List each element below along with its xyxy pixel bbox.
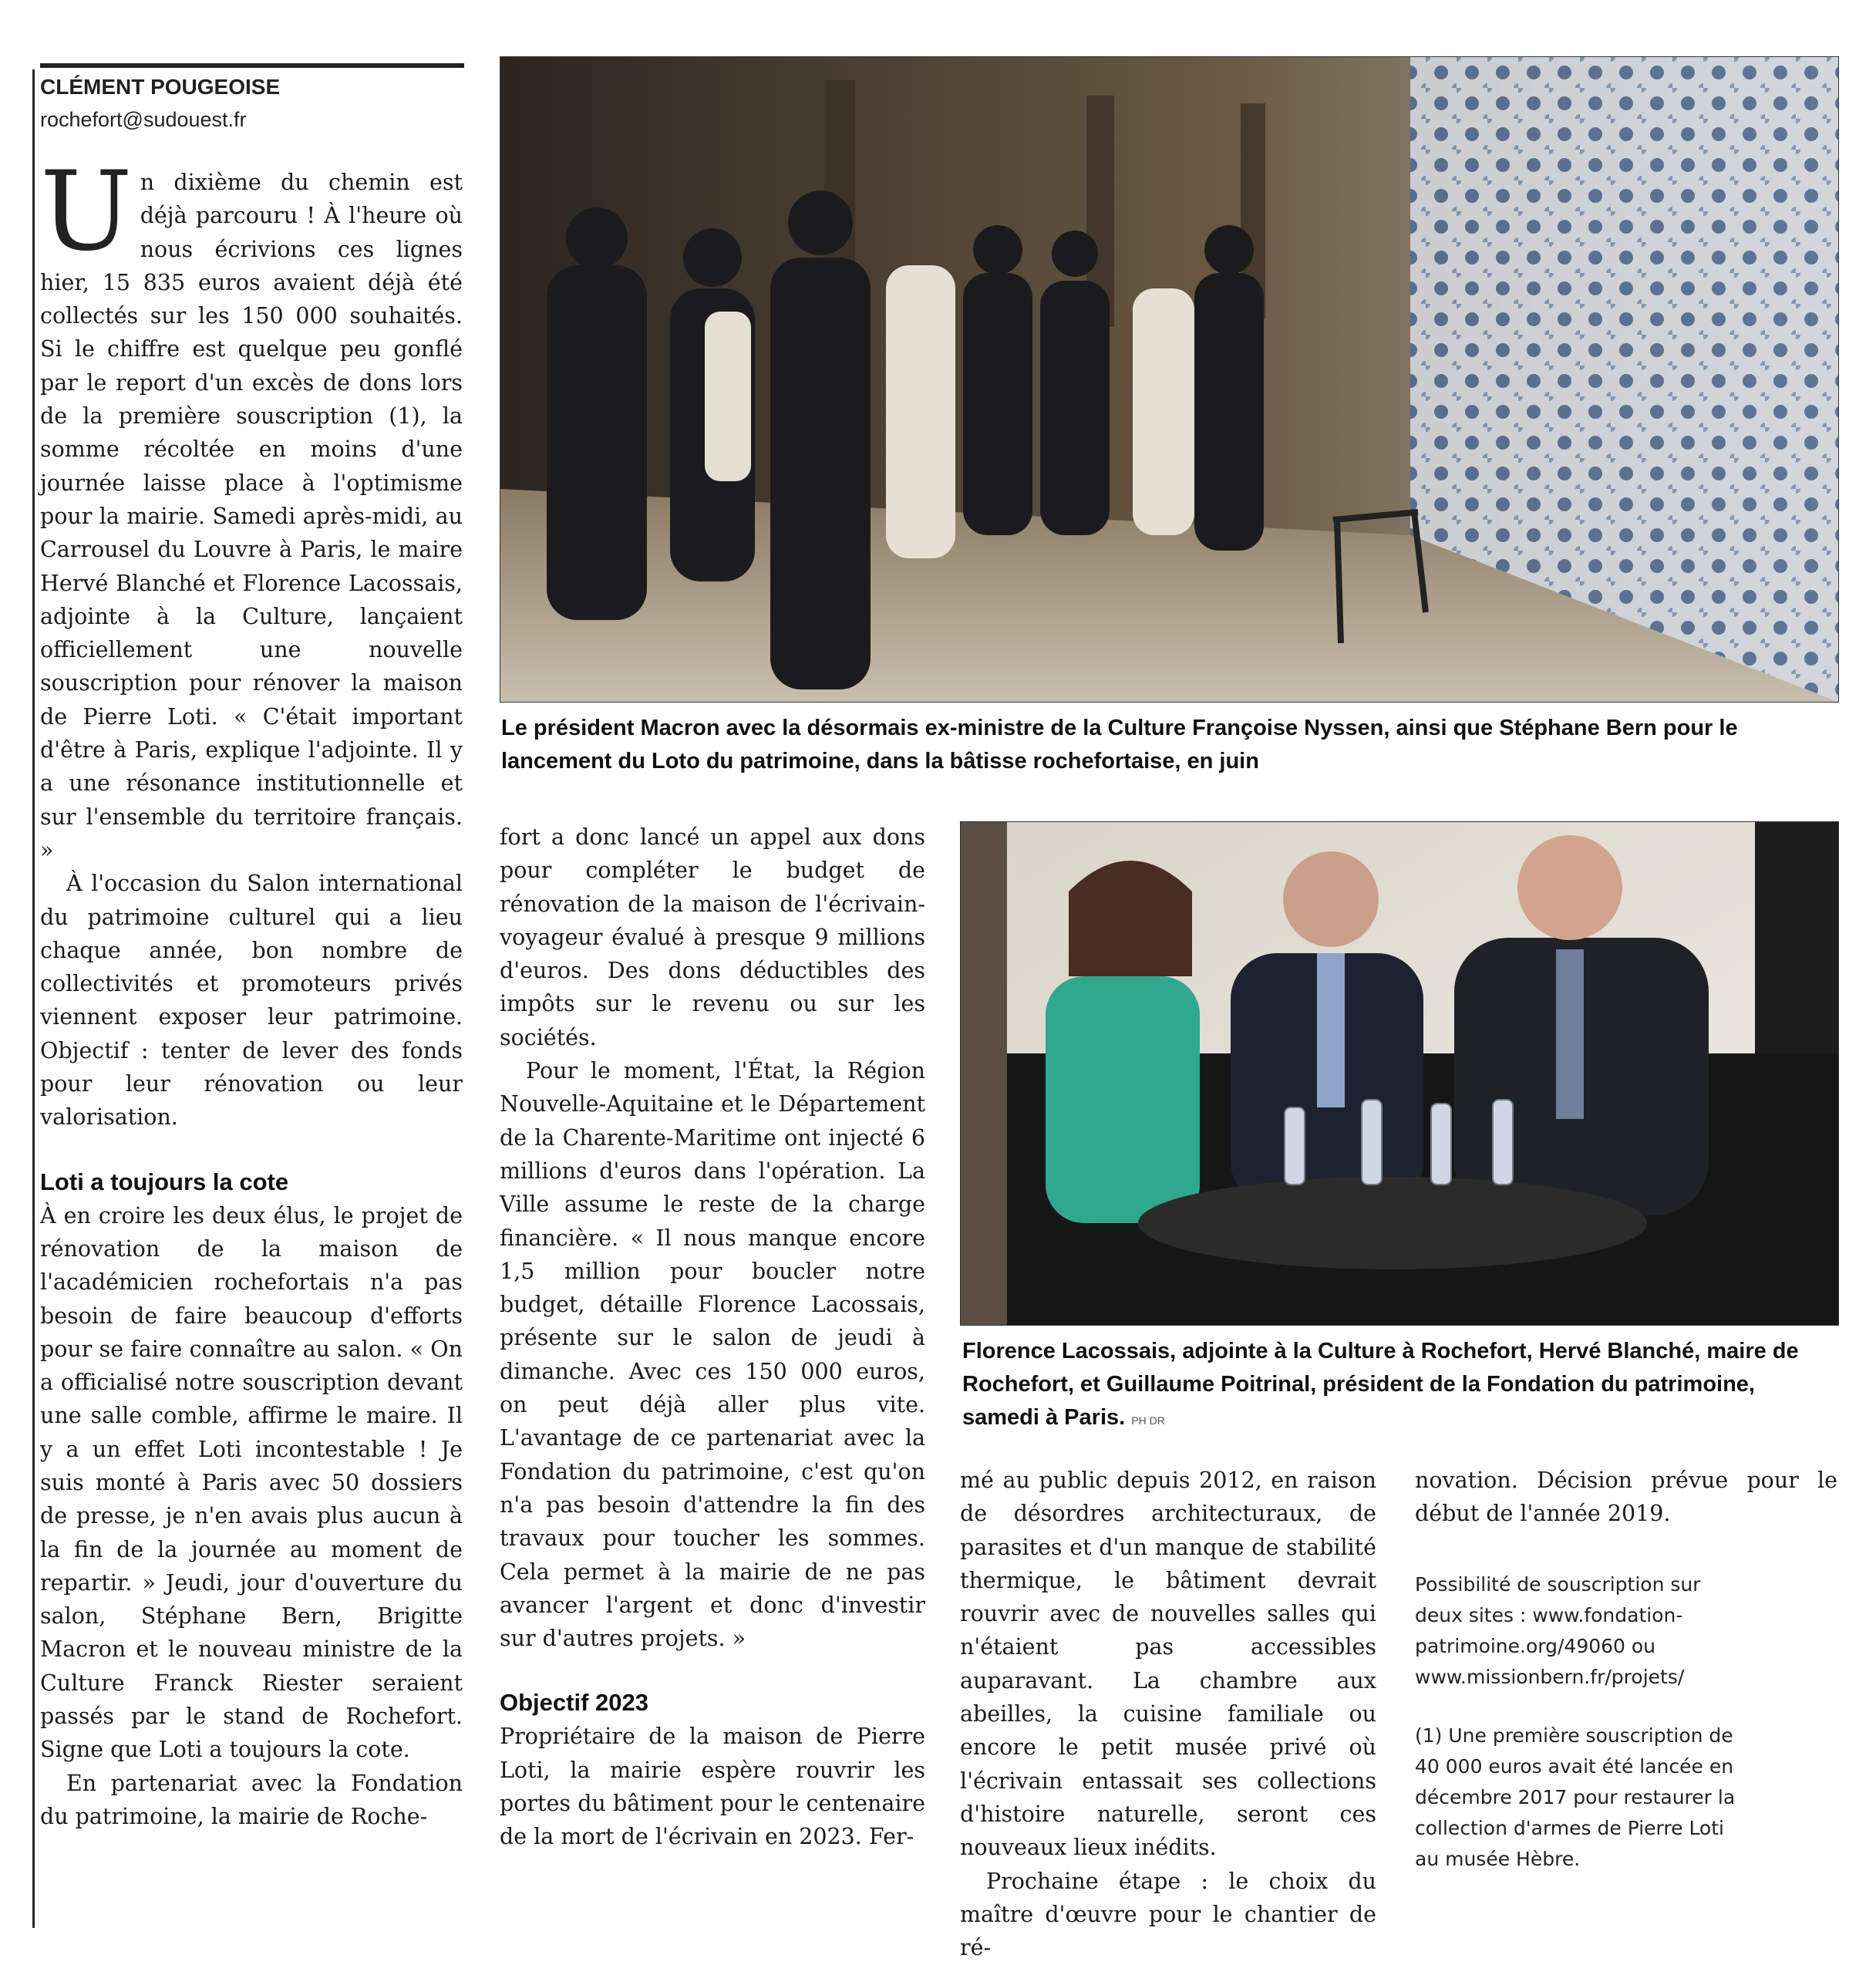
- caption-bottom-photo: Florence Lacossais, adjointe à la Culture à Rochefort, Hervé Blanché, maire de Rochefort, et Guillaume Poitrinal, président de la Fondation du patrimoine, samedi à Paris. PH DR: [962, 1339, 1799, 1430]
- paragraph-objectif: Propriétaire de la maison de Pierre Loti, la mairie espère rouvrir les portes du bâtiment pour le centenaire de la mort de l'écrivain en 2023. Fer-: [500, 1724, 925, 1850]
- paragraph-financement: Pour le moment, l'État, la Région Nouvelle-Aquitaine et le Département de la Charente-Maritime ont injecté 6 millions d'euros dans l'opération. La Ville assume le reste de la charge financière. « Il nous manque encore 1,5 million pour boucler notre budget, détaille Florence Lacossais, présente sur le salon de jeudi à dimanche. Avec ces 150 000 euros, on peut déjà aller plus vite. L'avantage de ce partenariat avec la Fondation du patrimoine, c'est qu'on n'a pas besoin d'attendre la fin des travaux pour toucher les sommes. Cela permet à la mairie de ne pas avancer l'argent et donc d'investir sur d'autres projets. »: [500, 1058, 925, 1652]
- paragraph-partenariat-start: En partenariat avec la Fondation du patrimoine, la mairie de Roche-: [40, 1770, 463, 1829]
- article-column-3: [960, 1464, 1376, 1961]
- caption-top-photo: Le président Macron avec la désormais ex-ministre de la Culture Françoise Nyssen, ainsi que Stéphane Bern pour le lancement du Loto du patrimoine, dans la bâtisse rochefortaise, en juin: [501, 716, 1738, 773]
- article-column-2: [500, 821, 925, 1931]
- paragraph-intro: Un dixième du chemin est déjà parcouru ! À l'heure où nous écrivions ces lignes hier, 15 835 euros avaient déjà été collectés sur les 150 000 souhaités. Si le chiffre est quelque peu gonflé par le report d'un excès de dons lors de la première souscription (1), la somme récoltée en moins d'une journée laisse place à l'optimisme pour la mairie. Samedi après-midi, au Carrousel du Louvre à Paris, le maire Hervé Blanché et Florence Lacossais, adjointe à la Culture, lançaient officiellement une nouvelle souscription pour rénover la maison de Pierre Loti. « C'était important d'être à Paris, explique l'adjointe. Il y a une résonance institutionnelle et sur l'ensemble du territoire français. »: [40, 148, 463, 863]
- paragraph-decision: novation. Décision prévue pour le début de l'année 2019.: [1415, 1468, 1837, 1527]
- paragraph-salon: À l'occasion du Salon international du patrimoine culturel qui a lieu chaque année, bon nombre de collectivités et promoteurs privés viennent exposer leur patrimoine. Objectif : tenter de lever des fonds pour leur rénovation ou leur valorisation.: [40, 871, 463, 1131]
- article-column-4: [1415, 1464, 1837, 1541]
- note-souscription: Possibilité de souscription sur deux sites : www.fondation-patrimoine.org/49060 ou www.missionbern.fr/projets/: [1415, 1573, 1701, 1688]
- article-column-1: [40, 148, 463, 1924]
- photo-macron-visit: [500, 56, 1839, 703]
- subhead-loti: Loti a toujours la cote: [40, 1168, 289, 1195]
- column-rule: [32, 69, 35, 1928]
- footnote-1: (1) Une première souscription de 40 000 euros avait été lancée en décembre 2017 pour restaurer la collection d'armes de Pierre Loti au musée Hèbre.: [1415, 1724, 1736, 1870]
- notes-box: [1415, 1569, 1739, 1903]
- photo-macron-visit-image: [500, 57, 1838, 702]
- paragraph-reouverture: mé au public depuis 2012, en raison de désordres architecturaux, de parasites et d'un manque de stabilité thermique, le bâtiment devrait rouvrir avec de nouvelles salles qui n'étaient pas accessibles auparavant. La chambre aux abeilles, la cuisine familiale ou encore le petit musée privé où l'écrivain entassait ses collections d'histoire naturelle, seront ces nouveaux lieux inédits.: [960, 1468, 1376, 1861]
- photo-salon-paris-image: [961, 822, 1838, 1325]
- paragraph-loti: À en croire les deux élus, le projet de rénovation de la maison de l'académicien rochefortais n'a pas besoin de faire beaucoup d'efforts pour se faire connaître au salon. « On a officialisé notre souscription devant une salle comble, affirme le maire. Il y a un effet Loti incontestable ! Je suis monté à Paris avec 50 dossiers de presse, je n'en avais plus aucun à la fin de la journée au moment de repartir. » Jeudi, jour d'ouverture du salon, Stéphane Bern, Brigitte Macron et le nouveau ministre de la Culture Franck Riester seraient passés par le stand de Rochefort. Signe que Loti a toujours la cote.: [40, 1202, 463, 1763]
- paragraph-prochaine-etape: Prochaine étape : le choix du maître d'œuvre pour le chantier de ré-: [960, 1868, 1376, 1961]
- photo-salon-paris: [960, 821, 1839, 1326]
- photo-credit: PH DR: [1131, 1414, 1165, 1427]
- subhead-objectif: Objectif 2023: [500, 1689, 648, 1717]
- author-email[interactable]: rochefort@sudouest.fr: [40, 108, 247, 131]
- drop-cap: U: [40, 148, 133, 275]
- byline: [40, 63, 464, 136]
- author-name: CLÉMENT POUGEOISE: [40, 75, 281, 99]
- paragraph-partenariat: fort a donc lancé un appel aux dons pour compléter le budget de rénovation de la maison de l'écrivain-voyageur évalué à presque 9 millions d'euros. Des dons déductibles des impôts sur le revenu ou sur les sociétés.: [500, 824, 925, 1050]
